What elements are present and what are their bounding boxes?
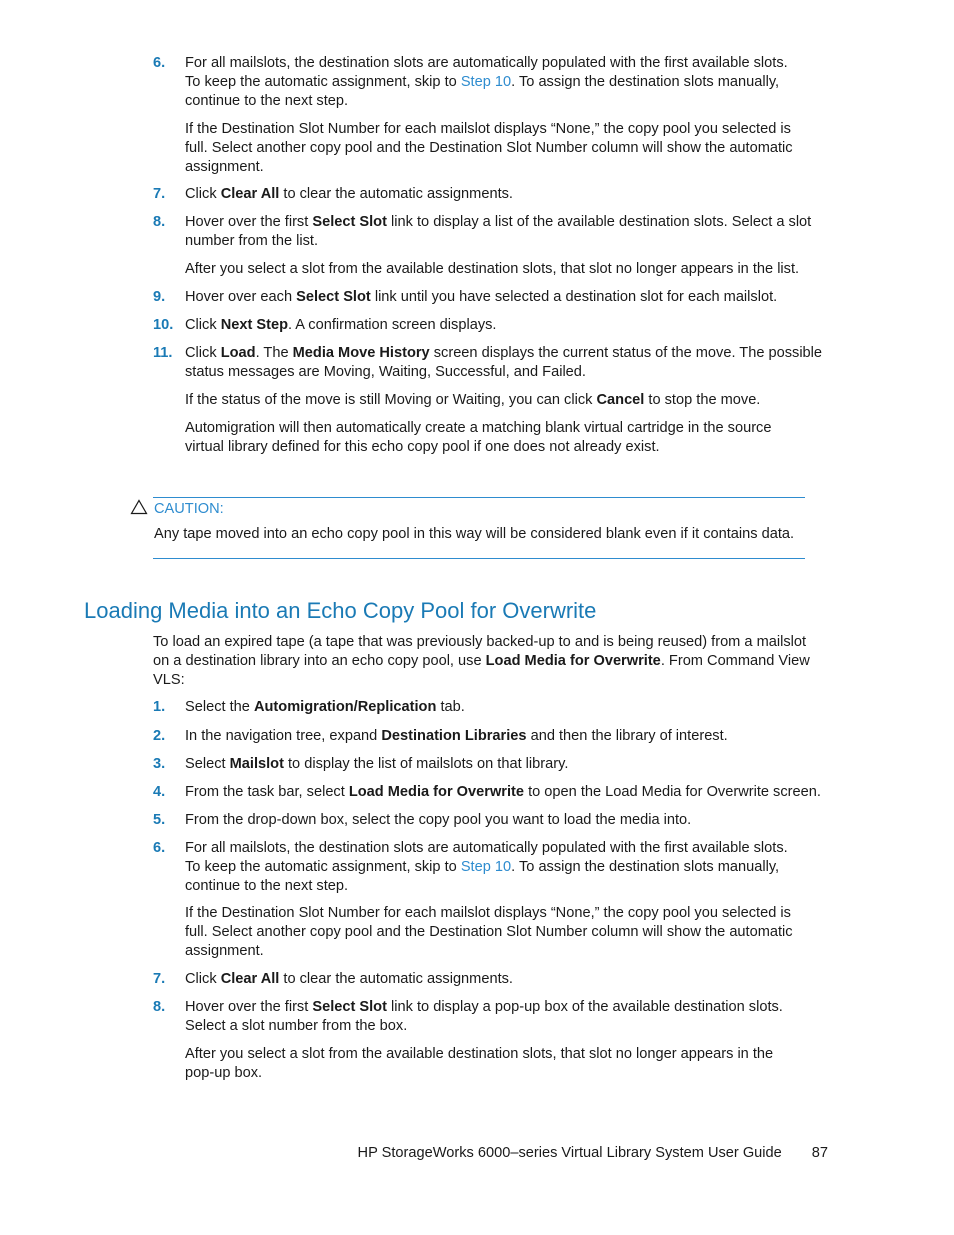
step-number: 8. (153, 999, 166, 1015)
step-7-text: Click Clear All to clear the automatic assignments. (185, 186, 513, 202)
section-step-3: Select Mailslot to display the list of mailslots on that library. (185, 756, 569, 772)
caution-label: CAUTION: (154, 501, 224, 517)
step-number: 3. (153, 756, 166, 772)
step-line: To keep the automatic assignment, skip to Step 10. To assign the destination slots manually, (185, 74, 780, 90)
step-number: 6. (153, 55, 166, 71)
caution-text: Any tape moved into an echo copy pool in this way will be considered blank even if it contains data. (154, 526, 795, 542)
step-number: 11. (153, 345, 173, 361)
page-footer (358, 1144, 828, 1163)
step-10-link[interactable]: Step 10 (460, 74, 512, 90)
step-line: For all mailslots, the destination slots are automatically populated with the first available slots. (185, 55, 788, 71)
step-6-text (185, 54, 833, 111)
caution-bottom-rule (153, 558, 805, 559)
step-8-text: Hover over the first Select Slot link to display a list of the available destination slots. Select a slot number from the list. (185, 214, 812, 249)
step-9-text: Hover over each Select Slot link until you have selected a destination slot for each mailslot. (185, 289, 778, 305)
step-number: 7. (153, 186, 166, 202)
step-11-note-cancel: If the status of the move is still Moving or Waiting, you can click Cancel to stop the move. (185, 392, 761, 408)
section-step-8: Hover over the first Select Slot link to display a pop-up box of the available destination slots. Select a slot number from the box. (185, 999, 783, 1034)
section-heading: Loading Media into an Echo Copy Pool for Overwrite (84, 598, 597, 623)
step-number: 8. (153, 214, 166, 230)
step-number: 4. (153, 784, 166, 800)
step-number: 1. (153, 699, 166, 715)
section-step-2: In the navigation tree, expand Destination Libraries and then the library of interest. (185, 728, 728, 744)
step-10-link[interactable]: Step 10 (460, 859, 512, 875)
step-6-note: If the Destination Slot Number for each mailslot displays “None,” the copy pool you selected is full. Select another copy pool and the Destination Slot Number column will show the automatic assignment. (185, 121, 793, 175)
step-number: 2. (153, 728, 166, 744)
step-10-text: Click Next Step. A confirmation screen displays. (185, 317, 497, 333)
section-step-5: From the drop-down box, select the copy pool you want to load the media into. (185, 812, 692, 828)
step-number: 9. (153, 289, 166, 305)
step-number: 6. (153, 840, 166, 856)
page-number: 87 (811, 1145, 828, 1161)
caution-top-rule (153, 497, 805, 498)
step-number: 10. (153, 317, 174, 333)
section-step-1: Select the Automigration/Replication tab. (185, 699, 465, 715)
section-intro: To load an expired tape (a tape that was previously backed-up to and is being reused) from a mailslot on a destination library into an echo copy pool, use Load Media for Overwrite. From Command View VLS: (153, 634, 810, 688)
section-step-6-note: If the Destination Slot Number for each mailslot displays “None,” the copy pool you selected is full. Select another copy pool and the Destination Slot Number column will show the automatic assignment. (185, 905, 793, 959)
step-8-note: After you select a slot from the available destination slots, that slot no longer appears in the list. (185, 261, 800, 277)
caution-triangle-icon (130, 499, 148, 515)
footer-title: HP StorageWorks 6000–series Virtual Library System User Guide (357, 1145, 782, 1161)
step-11-text: Click Load. The Media Move History screen displays the current status of the move. The possible status messages are Moving, Waiting, Successful, and Failed. (185, 345, 823, 380)
step-number: 7. (153, 971, 166, 987)
step-11-note-automigration: Automigration will then automatically create a matching blank virtual cartridge in the source virtual library defined for this echo copy pool if one does not already exist. (185, 420, 772, 455)
section-step-4: From the task bar, select Load Media for Overwrite to open the Load Media for Overwrite screen. (185, 784, 821, 800)
step-line: continue to the next step. (185, 93, 349, 109)
section-step-6: For all mailslots, the destination slots are automatically populated with the first available slots. To keep the automatic assignment, skip to Step 10. To assign the destination slots manually, continue to the next step. (185, 840, 788, 894)
step-number: 5. (153, 812, 166, 828)
section-step-7: Click Clear All to clear the automatic assignments. (185, 971, 513, 987)
section-step-8-note: After you select a slot from the available destination slots, that slot no longer appears in the pop-up box. (185, 1046, 774, 1081)
